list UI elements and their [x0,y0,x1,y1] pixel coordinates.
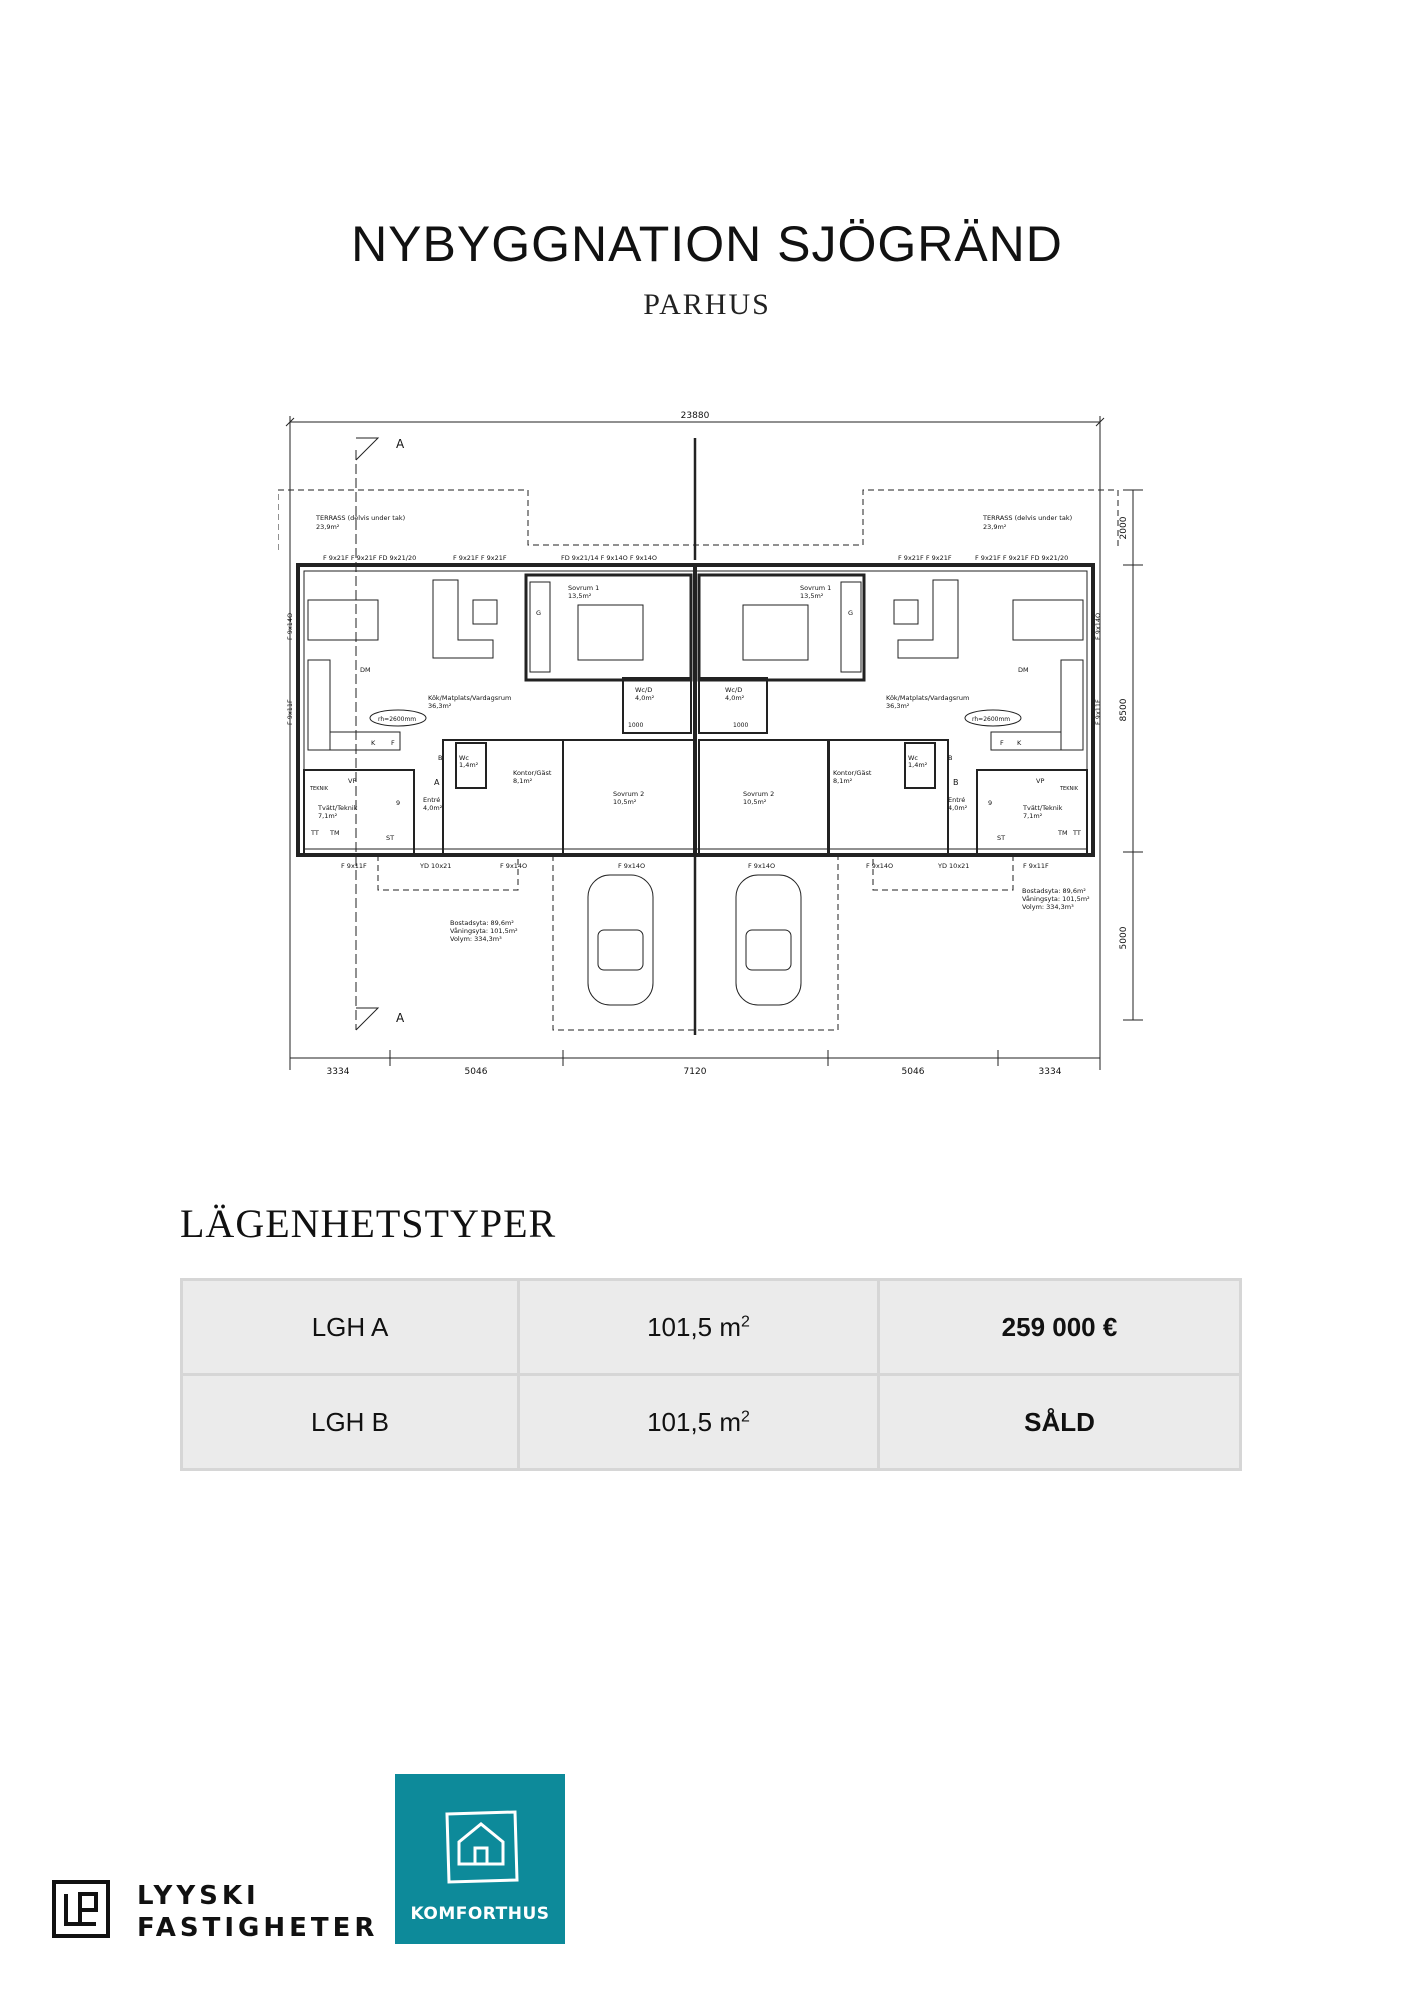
dim-bottom-3: 7120 [683,1067,707,1077]
kitchen-area-b: 36,3m² [886,702,910,710]
section-mark-top: A [396,437,405,451]
unit-a-mark: A [434,778,440,787]
window-top-b: F 9x21F F 9x21F FD 9x21/20 [975,554,1069,562]
window-bottom-b2: YD 10x21 [938,862,970,870]
wcd-label-a: Wc/D [635,686,653,694]
apartment-price: 259 000 € [879,1280,1241,1375]
entry-area-a: 4,0m² [423,804,443,812]
apartment-name: LGH B [182,1375,519,1470]
apartment-name: LGH A [182,1280,519,1375]
teknik-a: TEKNIK [310,786,328,792]
apartment-price: SÅLD [879,1375,1241,1470]
area-floor-a: Våningsyta: 101,5m² [450,927,518,935]
window-bottom-a3: F 9x14O [500,862,528,870]
lyyski-mark-icon [52,1880,110,1938]
window-side-a: F 9x14O [286,612,294,640]
vp-a: VP [348,777,357,785]
kitchen-label-a: Kök/Matplats/Vardagsrum [428,694,512,702]
g-b: G [848,609,854,617]
entry-label-b: Entré [948,796,966,804]
house-icon [439,1804,523,1888]
st-a: ST [386,834,395,842]
wcd-label-b: Wc/D [725,686,743,694]
page-title: NYBYGGNATION SJÖGRÄND [351,216,1063,272]
terrace-label-a: TERRASS (delvis under tak) [316,514,406,522]
k-a: K [371,739,376,747]
wc-label-b: Wc [908,754,919,762]
terrace-area-b: 23,9m² [983,523,1007,531]
bedroom2-label-b: Sovrum 2 [743,790,775,798]
nine-b: 9 [988,799,993,807]
lyyski-logo [52,1880,379,1950]
tm-b: TM [1058,829,1068,837]
dim-total: 23880 [680,411,710,421]
floor-plan [278,410,1148,1080]
apartment-types-table [180,1278,1242,1471]
tm-a: TM [330,829,340,837]
vp-b: VP [1036,777,1045,785]
dm-a: DM [360,666,371,674]
dm-b: DM [1018,666,1029,674]
area-living-a: Bostadsyta: 89,6m² [450,919,514,927]
window-mid-b: F 9x21F F 9x21F [898,554,952,562]
wall-dim-b: 1000 [733,722,749,729]
laundry-label-a: Tvätt/Teknik [318,804,358,812]
table-row [182,1280,1241,1375]
window-mid-a: F 9x21F F 9x21F [453,554,507,562]
wcd-area-a: 4,0m² [635,694,655,702]
dim-right-3: 5000 [1119,926,1129,950]
section-mark-bottom: A [396,1011,405,1025]
laundry-label-b: Tvätt/Teknik [1023,804,1063,812]
office-area-a: 8,1m² [513,777,533,785]
area-floor-b: Våningsyta: 101,5m² [1022,895,1090,903]
bedroom2-label-a: Sovrum 2 [613,790,645,798]
window-side-b2: F 9x11F [1094,699,1102,725]
dim-bottom-1: 3334 [326,1067,350,1077]
bedroom2-area-b: 10,5m² [743,798,767,806]
apartment-size: 101,5 $m^2$ [519,1280,879,1375]
komforthus-wordmark: KOMFORTHUS [410,1904,550,1924]
bedroom2-area-a: 10,5m² [613,798,637,806]
window-top-a: F 9x21F F 9x21F FD 9x21/20 [323,554,417,562]
window-bottom-b3: F 9x14O [866,862,894,870]
bedroom1-area-a: 13,5m² [568,592,592,600]
ceiling-height-b: rh=2600mm [972,716,1011,723]
table-row [182,1375,1241,1470]
teknik-b: TEKNIK [1060,786,1078,792]
nine-a: 9 [396,799,401,807]
laundry-area-b: 7,1m² [1023,812,1043,820]
kitchen-area-a: 36,3m² [428,702,452,710]
unit-b-mark: B [953,778,959,787]
ceiling-height-a: rh=2600mm [378,716,417,723]
window-side-b: F 9x14O [1094,612,1102,640]
entry-area-b: 4,0m² [948,804,968,812]
window-center-a: FD 9x21/14 F 9x14O F 9x14O [561,554,658,562]
komforthus-logo [395,1774,565,1944]
page-subtitle: PARHUS [643,288,771,321]
b-b: B [948,754,953,762]
laundry-area-a: 7,1m² [318,812,338,820]
window-bottom-a2: YD 10x21 [420,862,452,870]
terrace-label-b: TERRASS (delvis under tak) [983,514,1073,522]
volume-a: Volym: 334,3m³ [450,935,502,943]
apartment-size: 101,5 $m^2$ [519,1375,879,1470]
b-a: B [438,754,443,762]
wcd-area-b: 4,0m² [725,694,745,702]
office-label-a: Kontor/Gäst [513,769,552,777]
kitchen-label-b: Kök/Matplats/Vardagsrum [886,694,970,702]
wall-dim-a: 1000 [628,722,644,729]
window-bottom-b1: F 9x11F [1023,862,1049,870]
window-bottom-b4: F 9x14O [748,862,776,870]
wc-area-a: 1,4m² [459,761,479,769]
dim-bottom-2: 5046 [464,1067,488,1077]
wc-area-b: 1,4m² [908,761,928,769]
k-b: K [1017,739,1022,747]
dim-bottom-4: 5046 [901,1067,925,1077]
terrace-area-a: 23,9m² [316,523,340,531]
entry-label-a: Entré [423,796,441,804]
bedroom1-label-b: Sovrum 1 [800,584,832,592]
tt-b: TT [1073,829,1081,837]
area-living-b: Bostadsyta: 89,6m² [1022,887,1086,895]
bedroom1-label-a: Sovrum 1 [568,584,600,592]
st-b: ST [997,834,1006,842]
office-label-b: Kontor/Gäst [833,769,872,777]
dim-bottom-5: 3334 [1038,1067,1062,1077]
tt-a: TT [311,829,319,837]
f-a: F [391,739,395,747]
wc-label-a: Wc [459,754,470,762]
window-bottom-a1: F 9x11F [341,862,367,870]
apartment-types-heading: LÄGENHETSTYPER [180,1201,557,1246]
office-area-b: 8,1m² [833,777,853,785]
window-side-a2: F 9x11F [286,699,294,725]
dim-right-2: 8500 [1119,698,1129,722]
g-a: G [536,609,542,617]
dim-right-1: 2000 [1119,516,1129,540]
lyyski-wordmark: LYYSKI FASTIGHETER [137,1881,379,1943]
f-b: F [1000,739,1004,747]
bedroom1-area-b: 13,5m² [800,592,824,600]
volume-b: Volym: 334,3m³ [1022,903,1074,911]
window-bottom-a4: F 9x14O [618,862,646,870]
